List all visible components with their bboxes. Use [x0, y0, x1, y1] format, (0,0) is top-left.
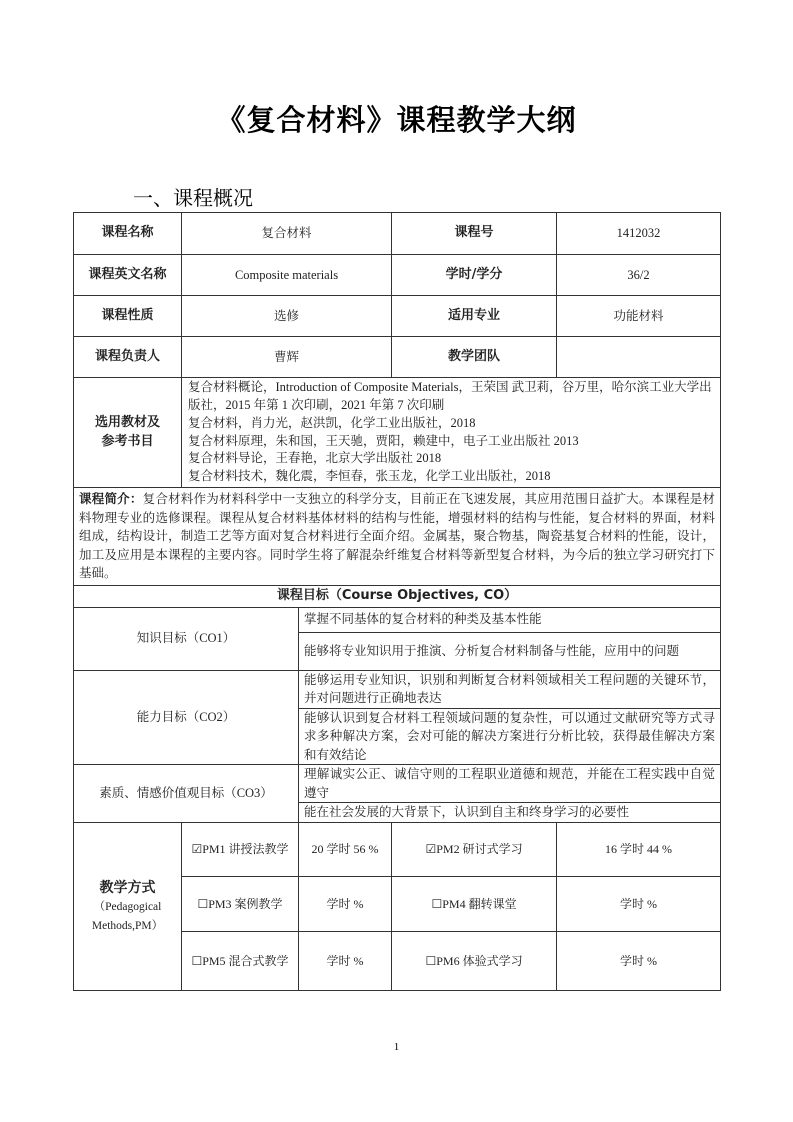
pedagogy-label-en-1: （Pedagogical [93, 901, 162, 913]
pm1-method[interactable] [182, 823, 299, 877]
hours-credits-label: 学时/学分 [392, 255, 557, 296]
objective-item: 能够运用专业知识，识别和判断复合材料领域相关工程问题的关键环节，并对问题进行正确地表达 [299, 670, 721, 708]
course-outline-table [73, 212, 721, 991]
objective-group-name: 知识目标（CO1） [74, 607, 299, 670]
textbooks-row [74, 378, 721, 488]
english-name-label: 课程英文名称 [74, 255, 182, 296]
lead-value: 曹辉 [182, 337, 392, 378]
objective-item: 掌握不同基体的复合材料的种类及基本性能 [299, 607, 721, 632]
textbook-item: 复合材料，肖力光，赵洪凯，化学工业出版社，2018 [188, 415, 476, 430]
pm5-label: PM5 混合式教学 [202, 953, 289, 968]
pm2-hours: 16 学时 44 % [557, 823, 721, 877]
checkbox-empty-icon[interactable]: ☐ [431, 896, 443, 911]
course-name-label: 课程名称 [74, 213, 182, 255]
page-number: 1 [393, 1041, 400, 1053]
textbooks-label-line2: 参考书目 [101, 433, 154, 449]
checkbox-checked-icon[interactable]: ☑ [425, 842, 437, 857]
checkbox-empty-icon[interactable]: ☐ [197, 896, 209, 911]
objective-row [74, 670, 721, 708]
checkbox-empty-icon[interactable]: ☐ [191, 953, 203, 968]
pm5-method[interactable] [182, 932, 299, 991]
pm3-method[interactable] [182, 877, 299, 932]
intro-row [74, 488, 721, 586]
pm2-method[interactable] [392, 823, 557, 877]
course-code-label: 课程号 [392, 213, 557, 255]
overview-row-name [74, 213, 721, 255]
checkbox-checked-icon[interactable]: ☑ [191, 842, 203, 857]
document-title: 《复合材料》课程教学大纲 [216, 103, 577, 137]
objectives-header-row [74, 585, 721, 607]
textbook-item: 复合材料概论，Introduction of Composite Materials，王荣国 武卫莉，谷万里，哈尔滨工业大学出版社，2015 年第 1 次印刷，2021 年第 7 次印刷 [188, 380, 712, 412]
objective-row [74, 607, 721, 632]
lead-label: 课程负责人 [74, 337, 182, 378]
objective-item: 能够认识到复合材料工程领域问题的复杂性，可以通过文献研究等方式寻求多种解决方案，会对可能的解决方案进行分析比较，获得最佳解决方案和有效结论 [299, 708, 721, 765]
nature-value: 选修 [182, 296, 392, 337]
objective-row [74, 765, 721, 803]
objective-group-name: 素质、情感价值观目标（CO3） [74, 765, 299, 823]
pm1-hours: 20 学时 56 % [299, 823, 392, 877]
intro-label: 课程简介： [79, 491, 143, 506]
pedagogy-row [74, 823, 721, 877]
pm6-label: PM6 体验式学习 [436, 953, 523, 968]
pm5-hours: 学时 % [299, 932, 392, 991]
pm6-hours: 学时 % [557, 932, 721, 991]
section-heading: 一、课程概况 [133, 186, 253, 210]
objectives-header: 课程目标（Course Objectives, CO） [74, 585, 721, 607]
pm3-label: PM3 案例教学 [208, 896, 283, 911]
objective-group-name: 能力目标（CO2） [74, 670, 299, 765]
textbook-item: 复合材料原理，朱和国，王天驰，贾阳，赖建中，电子工业出版社 2013 [188, 433, 579, 448]
english-name-value: Composite materials [182, 255, 392, 296]
overview-row-english [74, 255, 721, 296]
major-value: 功能材料 [557, 296, 721, 337]
overview-row-nature [74, 296, 721, 337]
intro-text: 复合材料作为材料科学中一支独立的科学分支，目前正在飞速发展，其应用范围日益扩大。本课程是材料物理专业的选修课程。课程从复合材料基体材料的结构与性能，增强材料的结构与性能，复合材料的界面，材料组成，结构设计，制造工艺等方面对复合材料进行全面介绍。金属基，聚合物基，陶瓷基复合材料的性能，设计，加工及应用是本课程的主要内容。同时学生将了解混杂纤维复合材料等新型复合材料，为今后的独立学习研究打下基础。 [79, 492, 716, 580]
overview-row-lead [74, 337, 721, 378]
hours-credits-value: 36/2 [557, 255, 721, 296]
pedagogy-label-en-2: Methods,PM） [91, 919, 164, 932]
textbooks-label [74, 378, 182, 488]
team-value [557, 337, 721, 378]
textbooks-list [182, 378, 721, 488]
pm6-method[interactable] [392, 932, 557, 991]
objective-item: 理解诚实公正、诚信守则的工程职业道德和规范，并能在工程实践中自觉遵守 [299, 765, 721, 803]
nature-label: 课程性质 [74, 296, 182, 337]
pm1-label: PM1 讲授法教学 [202, 842, 289, 857]
pm4-method[interactable] [392, 877, 557, 932]
pedagogy-label [74, 823, 182, 991]
pm4-label: PM4 翻转课堂 [442, 896, 517, 911]
textbook-item: 复合材料技术，魏化震，李恒春，张玉龙，化学工业出版社，2018 [188, 469, 551, 484]
objective-item: 能在社会发展的大背景下，认识到自主和终身学习的必要性 [299, 803, 721, 823]
course-intro [74, 488, 721, 586]
course-name-value: 复合材料 [182, 213, 392, 255]
team-label: 教学团队 [392, 337, 557, 378]
textbooks-label-line1: 选用教材及 [94, 415, 160, 430]
objective-item: 能够将专业知识用于推演、分析复合材料制备与性能，应用中的问题 [299, 632, 721, 670]
course-code-value: 1412032 [557, 213, 721, 255]
textbook-item: 复合材料导论，王春艳，北京大学出版社 2018 [188, 451, 442, 466]
pm3-hours: 学时 % [299, 877, 392, 932]
checkbox-empty-icon[interactable]: ☐ [425, 953, 437, 968]
pm4-hours: 学时 % [557, 877, 721, 932]
pedagogy-label-cn: 教学方式 [99, 880, 156, 896]
major-label: 适用专业 [392, 296, 557, 337]
pm2-label: PM2 研讨式学习 [436, 842, 523, 857]
